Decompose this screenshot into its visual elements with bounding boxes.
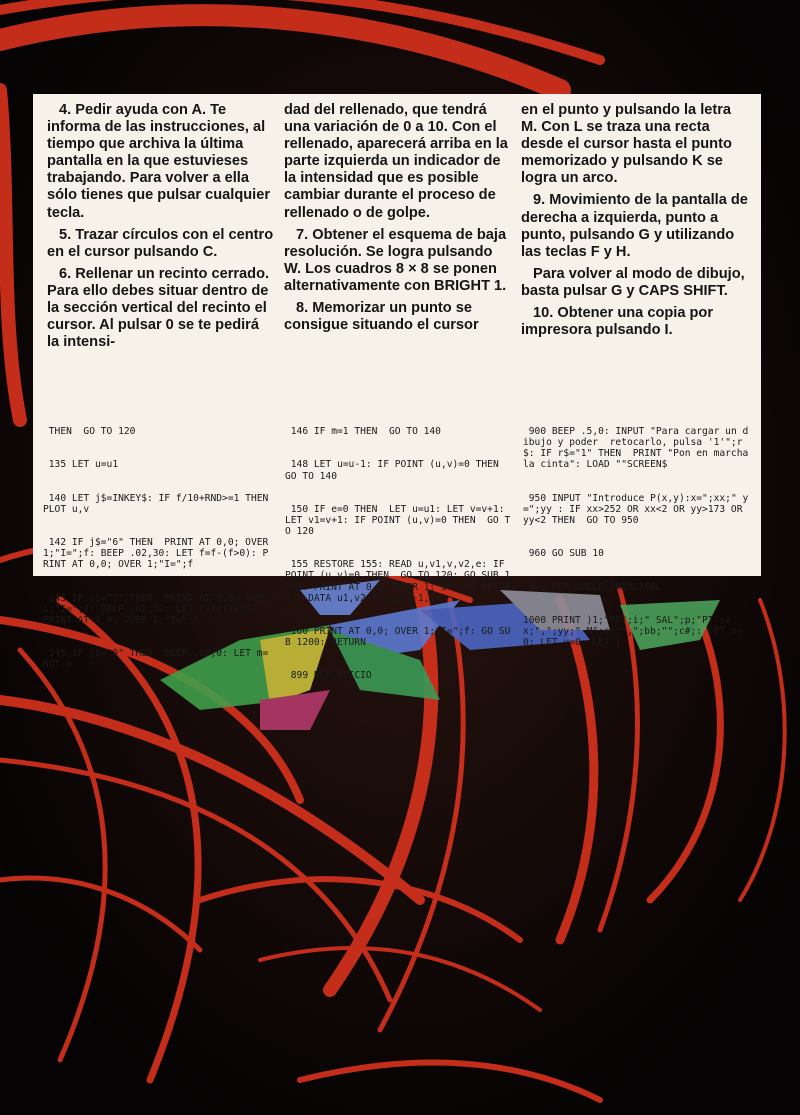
code-line: THEN GO TO 120 <box>43 426 136 438</box>
code-line: 160 PRINT AT 0,0; OVER 1;"I=";f: GO SUB 1200: RETURN <box>285 625 511 648</box>
paragraph: en el punto y pulsando la letra M. Con L se traza una recta desde el cursor hasta el punto memorizado y pulsando K se logra un arco. <box>521 102 732 187</box>
code-line: 155 RESTORE 155: READ u,v1,v,v2,e: IF POINT (u,v)=0 THEN GO TO 120: GO SUB 1200: PRINT AT 0,0; OVER 1;"I=";f: RETURN : DATA u1,v2-1,v1,v2-1,1 <box>285 559 511 604</box>
code-line: 999 REM BUCLE PRINCIPAL <box>523 581 662 593</box>
code-line: 950 INPUT "Introduce P(x,y):x=";xx;" y=";yy : IF xx>252 OR xx<2 OR yy>173 OR yy<2 THEN GO TO 950 <box>523 492 749 526</box>
paragraph: 7. Obtener el esquema de baja resolución. Se logra pulsando W. Los cuadros 8 × 8 se ponen alternativamente con BRIGHT 1. <box>284 226 507 294</box>
text-column-3 <box>521 102 751 344</box>
paragraph: 9. Movimiento de la pantalla de derecha a izquierda, punto a punto, pulsando G y utilizando las teclas F y H. <box>521 192 748 260</box>
basic-listing-column-1 <box>43 404 280 692</box>
code-line: 145 IF j$="0" THEN BEEP .08,0: LET m=NOT m <box>43 648 269 671</box>
basic-listing-column-2 <box>285 404 515 704</box>
text-column-1 <box>47 102 275 356</box>
code-line: 146 IF m=1 THEN GO TO 140 <box>285 426 441 438</box>
code-line: 899 REM INICIO <box>285 670 372 682</box>
code-line: 148 LET u=u-1: IF POINT (u,v)=0 THEN GO TO 140 <box>285 459 511 482</box>
paragraph: 8. Memorizar un punto se consigue situando el cursor <box>284 300 479 334</box>
article-panel <box>33 94 761 682</box>
code-line: 900 BEEP .5,0: INPUT "Para cargar un dibujo y poder retocarlo, pulsa '1'";r$: IF r$="1" THEN PRINT "Pon en marcha la cinta": LOAD ""SCREEN$ <box>523 426 755 471</box>
basic-listing-column-3 <box>523 404 753 670</box>
paragraph: 10. Obtener una copia por impresora pulsando I. <box>521 305 714 339</box>
code-line: 140 LET j$=INKEY$: IF f/10+RND>=1 THEN PLOT u,v <box>43 492 280 515</box>
code-line: 1000 PRINT )1;"MD";i;" SAL";p;"PT";xx;",";yy;" M";aa;",";bb;"";c#;: LET x=0: LET y=0: LET j <box>523 614 743 648</box>
code-line: 143 IF j$="7" THEN PRINT AT 0,0; OVER 1;"I=";f: BEEP .02,50: LET f=f+(f<10): PRINT AT 0,0; OVER 1;"I=";f <box>43 592 275 626</box>
paragraph: Para volver al modo de dibujo, basta pulsar G y CAPS SHIFT. <box>521 265 745 299</box>
code-line: 135 LET u=u1 <box>43 459 119 471</box>
code-line: 142 IF j$="6" THEN PRINT AT 0,0; OVER 1;"I=";f: BEEP .02,30: LET f=f-(f>0): PRINT AT 0,0; OVER 1;"I=";f <box>43 537 275 571</box>
paragraph: 5. Trazar círculos con el centro en el cursor pulsando C. <box>47 226 274 260</box>
code-line: 960 GO SUB 10 <box>523 548 604 560</box>
paragraph: dad del rellenado, que tendrá una variación de 0 a 10. Con el rellenado, aparecerá arriba en la parte izquierda un indicador de la intensidad que es posible cambiar durante el proceso de rellenado o de golpe. <box>284 102 508 221</box>
text-column-2 <box>284 102 512 339</box>
paragraph: 6. Rellenar un recinto cerrado. Para ello debes situar dentro de la sección vertical del recinto el cursor. Al pulsar 0 se te pedirá la intensi- <box>47 265 270 351</box>
paragraph: 4. Pedir ayuda con A. Te informa de las instrucciones, al tiempo que archiva la última pantalla en la que estuvieses trabajando. Para volver a ella sólo tienes que pulsar cualquier tecla. <box>47 102 271 221</box>
code-line: 150 IF e=0 THEN LET u=u1: LET v=v+1: LET v1=v+1: IF POINT (u,v)=0 THEN GO TO 120 <box>285 503 511 538</box>
